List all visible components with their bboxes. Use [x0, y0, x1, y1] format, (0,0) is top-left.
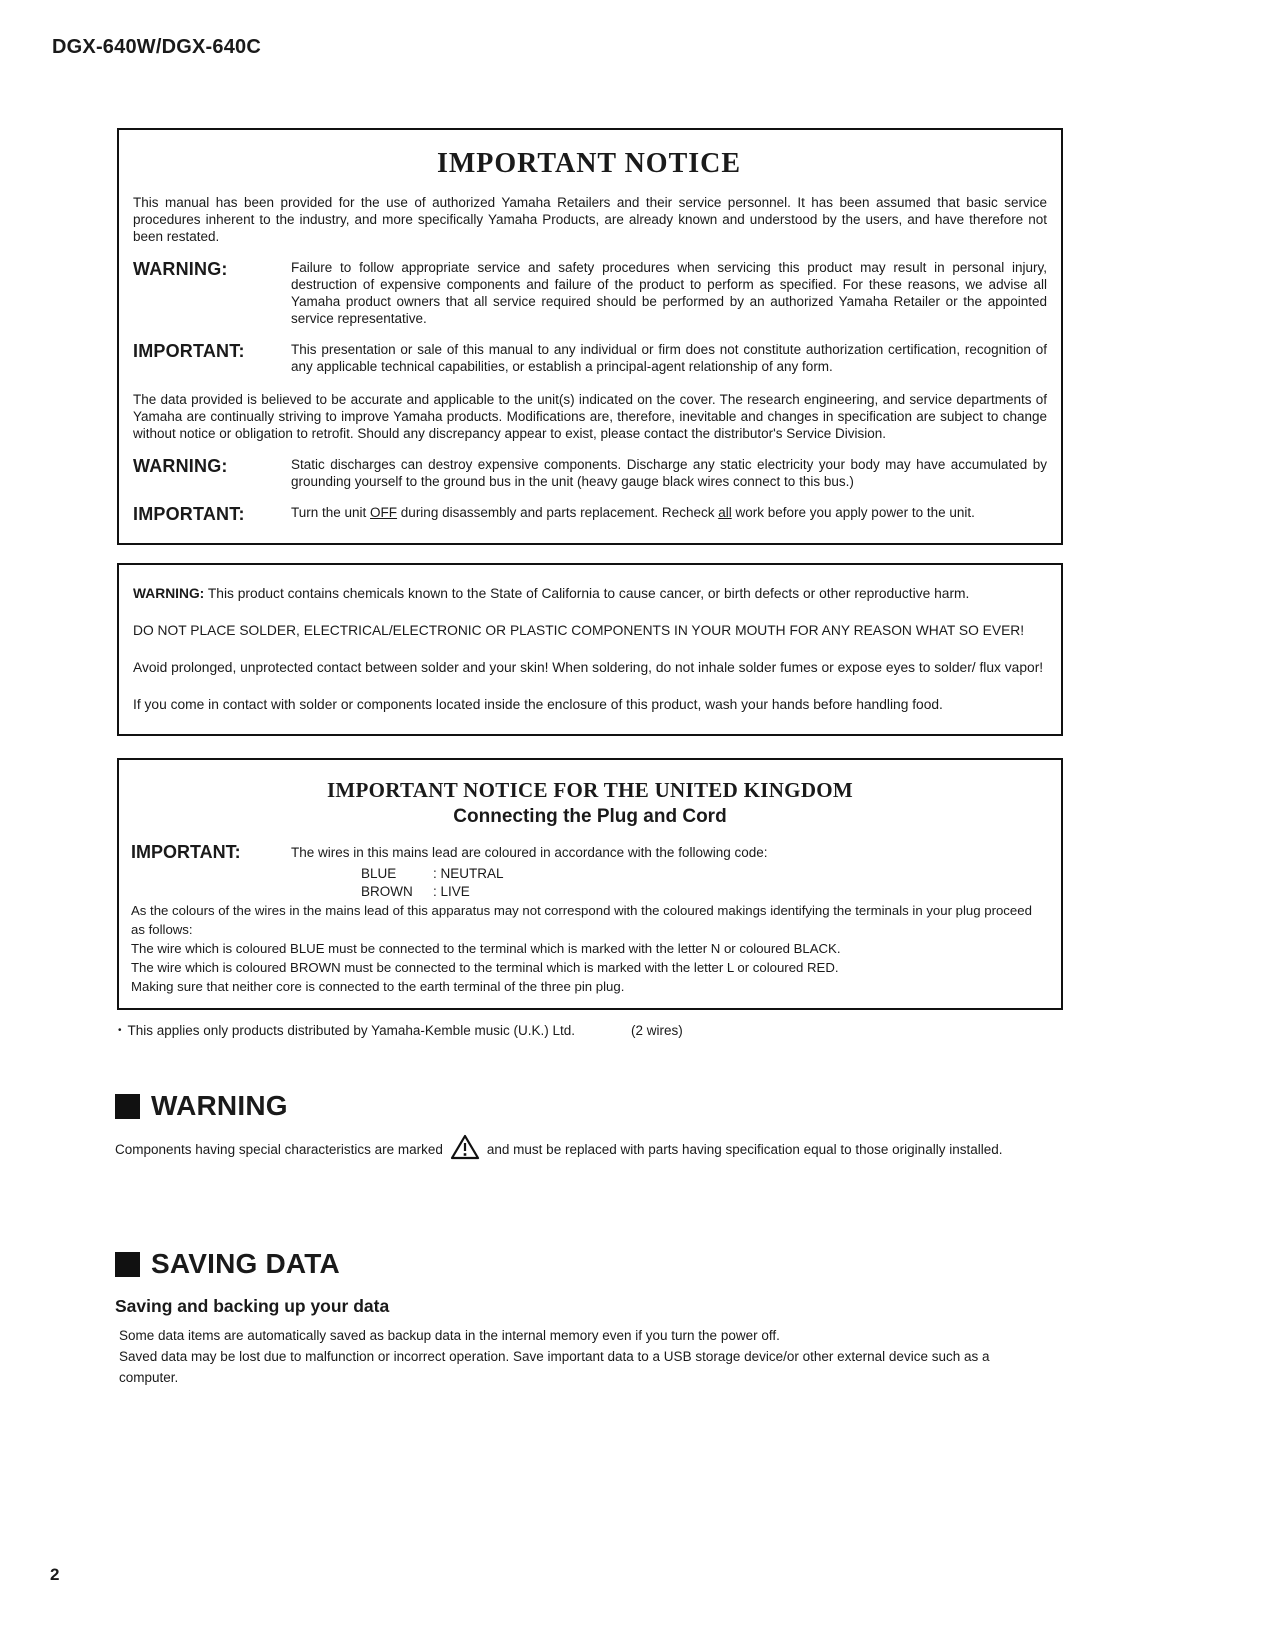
wire-code-intro: The wires in this mains lead are coloured in accordance with the following code:: [291, 845, 768, 860]
uk-notice-title: IMPORTANT NOTICE FOR THE UNITED KINGDOM: [326, 778, 854, 802]
notice-data-paragraph: The data provided is believed to be accurate and applicable to the unit(s) indicated on the cover. The research engineering, and service departments of Yamaha are continually striving to improve Yamaha products. Modifications are, therefore, inevitable and changes in specification are subject to change without notice or obligation to retrofit. Should any discrepancy appear to exist, please contact the distributor's Service Division.: [133, 392, 1047, 441]
wash-hands-paragraph: If you come in contact with solder or components located inside the enclosure of this product, wash your hands before handling food.: [133, 697, 943, 712]
important-text: This presentation or sale of this manual to any individual or firm does not constitute authorization certification, recognition of any applicable technical capabilities, or establish a principal-agent relationship of any form.: [291, 342, 1047, 374]
saving-data-section: [115, 1248, 1065, 1388]
warning-text: This product contains chemicals known to the State of California to cause cancer, or birth defects or other reproductive harm.: [204, 586, 970, 601]
data-loss-paragraph: Saved data may be lost due to malfunction or incorrect operation. Save important data to a USB storage device/or other external device such as a computer.: [119, 1349, 990, 1385]
warning-text: Static discharges can destroy expensive components. Discharge any static electricity your body may have accumulated by grounding yourself to the ground bus in the unit (heavy gauge black wires connect to this bus.): [291, 457, 1047, 489]
text-segment: during disassembly and parts replacement. Recheck: [397, 505, 719, 520]
uk-notice-box: [117, 758, 1063, 1010]
uk-brown-wire-paragraph: The wire which is coloured BROWN must be connected to the terminal which is marked with the letter L or coloured RED.: [131, 960, 839, 975]
warning-label: WARNING:: [133, 456, 228, 476]
uk-earth-paragraph: Making sure that neither core is connected to the earth terminal of the three pin plug.: [131, 979, 625, 994]
notice-warning-1: [133, 259, 1047, 327]
uk-blue-wire-paragraph: The wire which is coloured BLUE must be connected to the terminal which is marked with the letter N or coloured BLACK.: [131, 941, 841, 956]
text-segment: and must be replaced with parts having specification equal to those: [486, 1142, 889, 1157]
page-title: DGX-640W/DGX-640C: [52, 36, 262, 58]
california-warning-paragraph: [133, 585, 1047, 603]
uk-instructions: [131, 901, 1049, 996]
heading-text: SAVING DATA: [151, 1248, 340, 1279]
notice-warning-2: [133, 456, 1047, 490]
wire-color: BROWN: [361, 884, 413, 899]
important-text: [291, 504, 1047, 525]
notice-important-2: [133, 504, 1047, 525]
wire-row-brown: [361, 883, 1049, 901]
solder-skin-paragraph: Avoid prolonged, unprotected contact between solder and your skin! When soldering, do not inhale solder fumes or expose eyes to solder/ flux vapor!: [133, 660, 1044, 675]
notice-intro-paragraph: This manual has been provided for the use of authorized Yamaha Retailers and their service personnel. It has been assumed that basic service procedures inherent to the industry, and more specifically Yamaha Products, are already known and understood by the users, and have therefore not been restated.: [133, 195, 1047, 244]
chemical-warning-box: [117, 563, 1063, 736]
warning-section-heading: [115, 1090, 1065, 1122]
underlined-word-all: all: [718, 505, 732, 520]
text-segment: work before you apply power to the unit.: [731, 505, 975, 520]
note-suffix: (2 wires): [630, 1023, 683, 1038]
uk-distribution-note: [118, 1023, 1275, 1038]
important-label: IMPORTANT:: [133, 504, 245, 524]
note-text: This applies only products distributed by Yamaha-Kemble music (U.K.) Ltd.: [127, 1023, 575, 1038]
warning-section-body: [115, 1134, 1065, 1166]
black-square-icon: [115, 1094, 140, 1119]
important-label: IMPORTANT:: [131, 842, 241, 862]
warning-section: [115, 1090, 1065, 1166]
warning-label: WARNING:: [133, 586, 205, 601]
wire-role: : LIVE: [433, 884, 470, 899]
important-label: IMPORTANT:: [133, 341, 245, 361]
backup-paragraph: Some data items are automatically saved as backup data in the internal memory even if you turn the power off.: [119, 1328, 780, 1343]
saving-data-subheading: Saving and backing up your data: [115, 1296, 390, 1316]
underlined-word-off: OFF: [370, 505, 398, 520]
heading-text: WARNING: [151, 1090, 288, 1121]
text-segment: Components having special characteristics are marked: [115, 1142, 443, 1157]
page-number: 2: [50, 1565, 60, 1584]
warning-text: Failure to follow appropriate service and safety procedures when servicing this product may result in personal injury, destruction of expensive components and failure of the product to perform as specified. For these reasons, we advise all Yamaha product owners that all service required should be performed by an authorized Yamaha Retailer or the appointed service representative.: [291, 260, 1047, 326]
warning-triangle-icon: [450, 1134, 480, 1166]
text-segment: Turn the unit: [291, 505, 371, 520]
solder-mouth-paragraph: DO NOT PLACE SOLDER, ELECTRICAL/ELECTRONIC OR PLASTIC COMPONENTS IN YOUR MOUTH FOR ANY REASON WHAT SO EVER!: [133, 623, 1025, 638]
uk-colours-paragraph: As the colours of the wires in the mains lead of this apparatus may not correspond with the coloured makings identifying the terminals in your plug proceed as follows:: [131, 903, 1032, 937]
uk-notice-subtitle: Connecting the Plug and Cord: [453, 806, 727, 827]
text-segment: originally installed.: [892, 1142, 1003, 1157]
saving-data-heading: [115, 1248, 1065, 1280]
black-square-icon: [115, 1252, 140, 1277]
warning-label: WARNING:: [133, 259, 228, 279]
wire-color: BLUE: [361, 866, 397, 881]
important-notice-box: [117, 128, 1063, 545]
important-notice-title: IMPORTANT NOTICE: [436, 148, 742, 179]
saving-data-body: [119, 1325, 1039, 1388]
bullet-icon: •: [118, 1025, 122, 1036]
wire-role: : NEUTRAL: [433, 866, 504, 881]
uk-important-row: [131, 842, 1049, 863]
wire-row-blue: [361, 865, 1049, 883]
notice-important-1: [133, 341, 1047, 375]
